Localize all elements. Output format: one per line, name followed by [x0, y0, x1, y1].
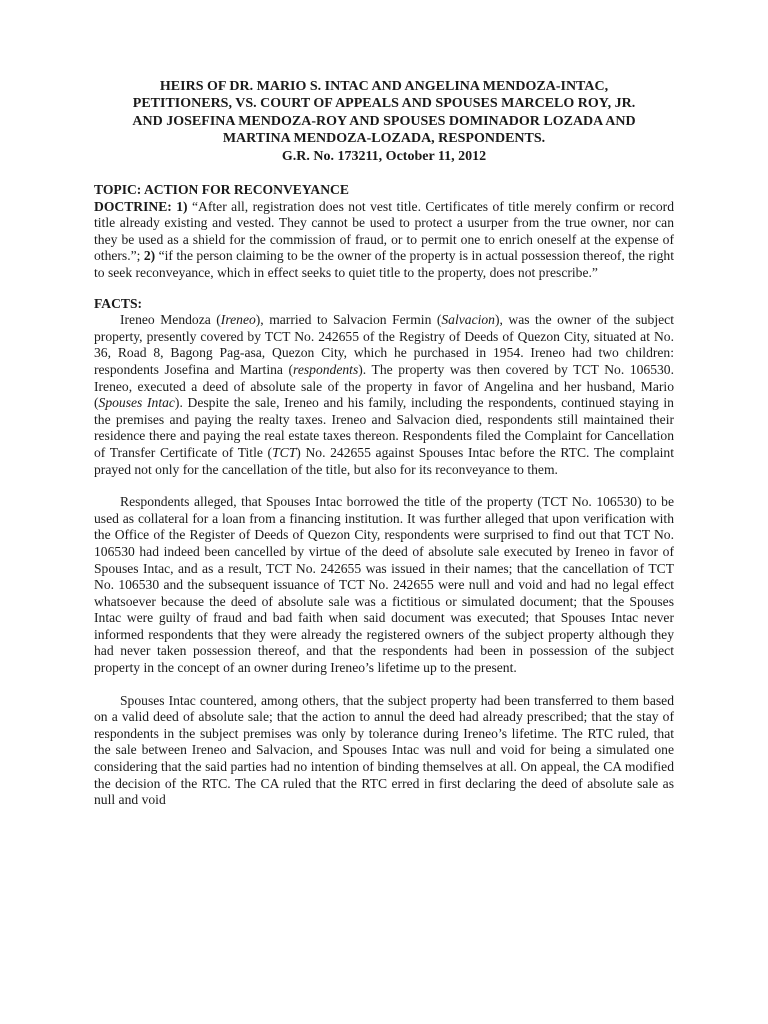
facts-p1-seg-9: TCT [272, 444, 297, 460]
doctrine-label-2: 2) [143, 248, 156, 264]
facts-p1-seg-3: Salvacion [441, 312, 495, 328]
case-title-line-2: PETITIONERS, VS. COURT OF APPEALS AND SPOUSES MARCELO ROY, JR. [132, 96, 636, 112]
facts-p1-seg-6: ). The property was then covered by TCT No. 106530. Ireneo, executed a deed of absolute sale of the property in favor of Angelina and her husband, Mario ( [94, 361, 674, 411]
facts-p1-seg-8: ). Despite the sale, Ireneo and his family, including the respondents, continued staying in the premises and paying the realty taxes. Ireneo and Salvacion died, respondents still maintained their residence there and paying the real estate taxes thereon. Respondents filed the Complaint for Cancellation of Transfer Certificate of Title ( [94, 395, 674, 460]
doctrine-label: DOCTRINE: 1) [94, 198, 188, 214]
facts-paragraph-1 [94, 312, 674, 478]
facts-p1-seg-10: ) No. 242655 against Spouses Intac before the RTC. The complaint prayed not only for the cancellation of the title, but also for its reconveyance to them. [94, 444, 674, 477]
doctrine-paragraph [94, 199, 674, 282]
doctrine-text-2: “if the person claiming to be the owner of the property is in actual possession thereof, the right to seek reconveyance, which in effect seeks to quiet title to the property, does not prescribe.” [94, 248, 674, 280]
doctrine-text-1: “After all, registration does not vest title. Certificates of title merely confirm or record title already existing and vested. They cannot be used to protect a usurper from the true owner, nor can they be used as a shield for the commission of fraud, or to permit one to enrich oneself at the expense of others.”; [94, 198, 674, 264]
facts-p1-seg-4: ), was the owner of the subject property, presently covered by TCT No. 242655 of the Registry of Deeds of Quezon City, situated at No. 36, Road 8, Bagong Pag-asa, Quezon City, which he purchased in 1954. Ireneo had two children: respondents Josefina and Martina ( [94, 312, 674, 377]
facts-paragraph-2: Respondents alleged, that Spouses Intac borrowed the title of the property (TCT No. 106530) to be used as collateral for a loan from a financing institution. It was further alleged that upon verification with the Office of the Register of Deeds of Quezon City, respondents were surprised to find out that TCT No. 106530 had indeed been cancelled by virtue of the deed of absolute sale executed by Ireneo in favor of Spouses Intac, and as a result, TCT No. 242655 was issued in their names; that the cancellation of TCT No. 106530 and the subsequent issuance of TCT No. 242655 were null and void and had no legal effect whatsoever because the deed of absolute sale was a fictitious or simulated document; that the Spouses Intac were guilty of fraud and bad faith when said document was executed; that Spouses Intac never informed respondents that they were already the registered owners of the subject property although they had never taken possession thereof, and that the respondents had been in possession of the subject property in the concept of an owner during Ireneo’s lifetime up to the present. [94, 494, 674, 676]
facts-p1-seg-0: Ireneo Mendoza ( [120, 312, 221, 328]
facts-p1-seg-1: Ireneo [220, 312, 256, 328]
case-title-line-1: HEIRS OF DR. MARIO S. INTAC AND ANGELINA MENDOZA-INTAC, [159, 79, 609, 94]
facts-p1-seg-2: ), married to Salvacion Fermin ( [255, 312, 442, 328]
facts-p1-seg-5: respondents [293, 361, 359, 377]
topic-heading: TOPIC: ACTION FOR RECONVEYANCE [94, 182, 349, 198]
case-title-line-3: AND JOSEFINA MENDOZA-ROY AND SPOUSES DOMINADOR LOZADA AND [132, 113, 636, 129]
facts-p1-seg-7: Spouses Intac [98, 395, 175, 411]
case-title [94, 78, 674, 165]
facts-heading: FACTS: [94, 295, 143, 311]
case-title-line-4: MARTINA MENDOZA-LOZADA, RESPONDENTS. [222, 131, 546, 147]
case-citation: G.R. No. 173211, October 11, 2012 [281, 148, 487, 164]
facts-paragraph-3: Spouses Intac countered, among others, that the subject property had been transferred to them based on a valid deed of absolute sale; that the action to annul the deed had already prescribed; that the stay of respondents in the subject premises was only by tolerance during Ireneo’s lifetime. The RTC ruled, that the sale between Ireneo and Salvacion, and Spouses Intac was null and void for being a simulated one considering that the said parties had no intention of binding themselves at all. On appeal, the CA modified the decision of the RTC. The CA ruled that the RTC erred in first declaring the deed of absolute sale as null and void [94, 692, 674, 808]
